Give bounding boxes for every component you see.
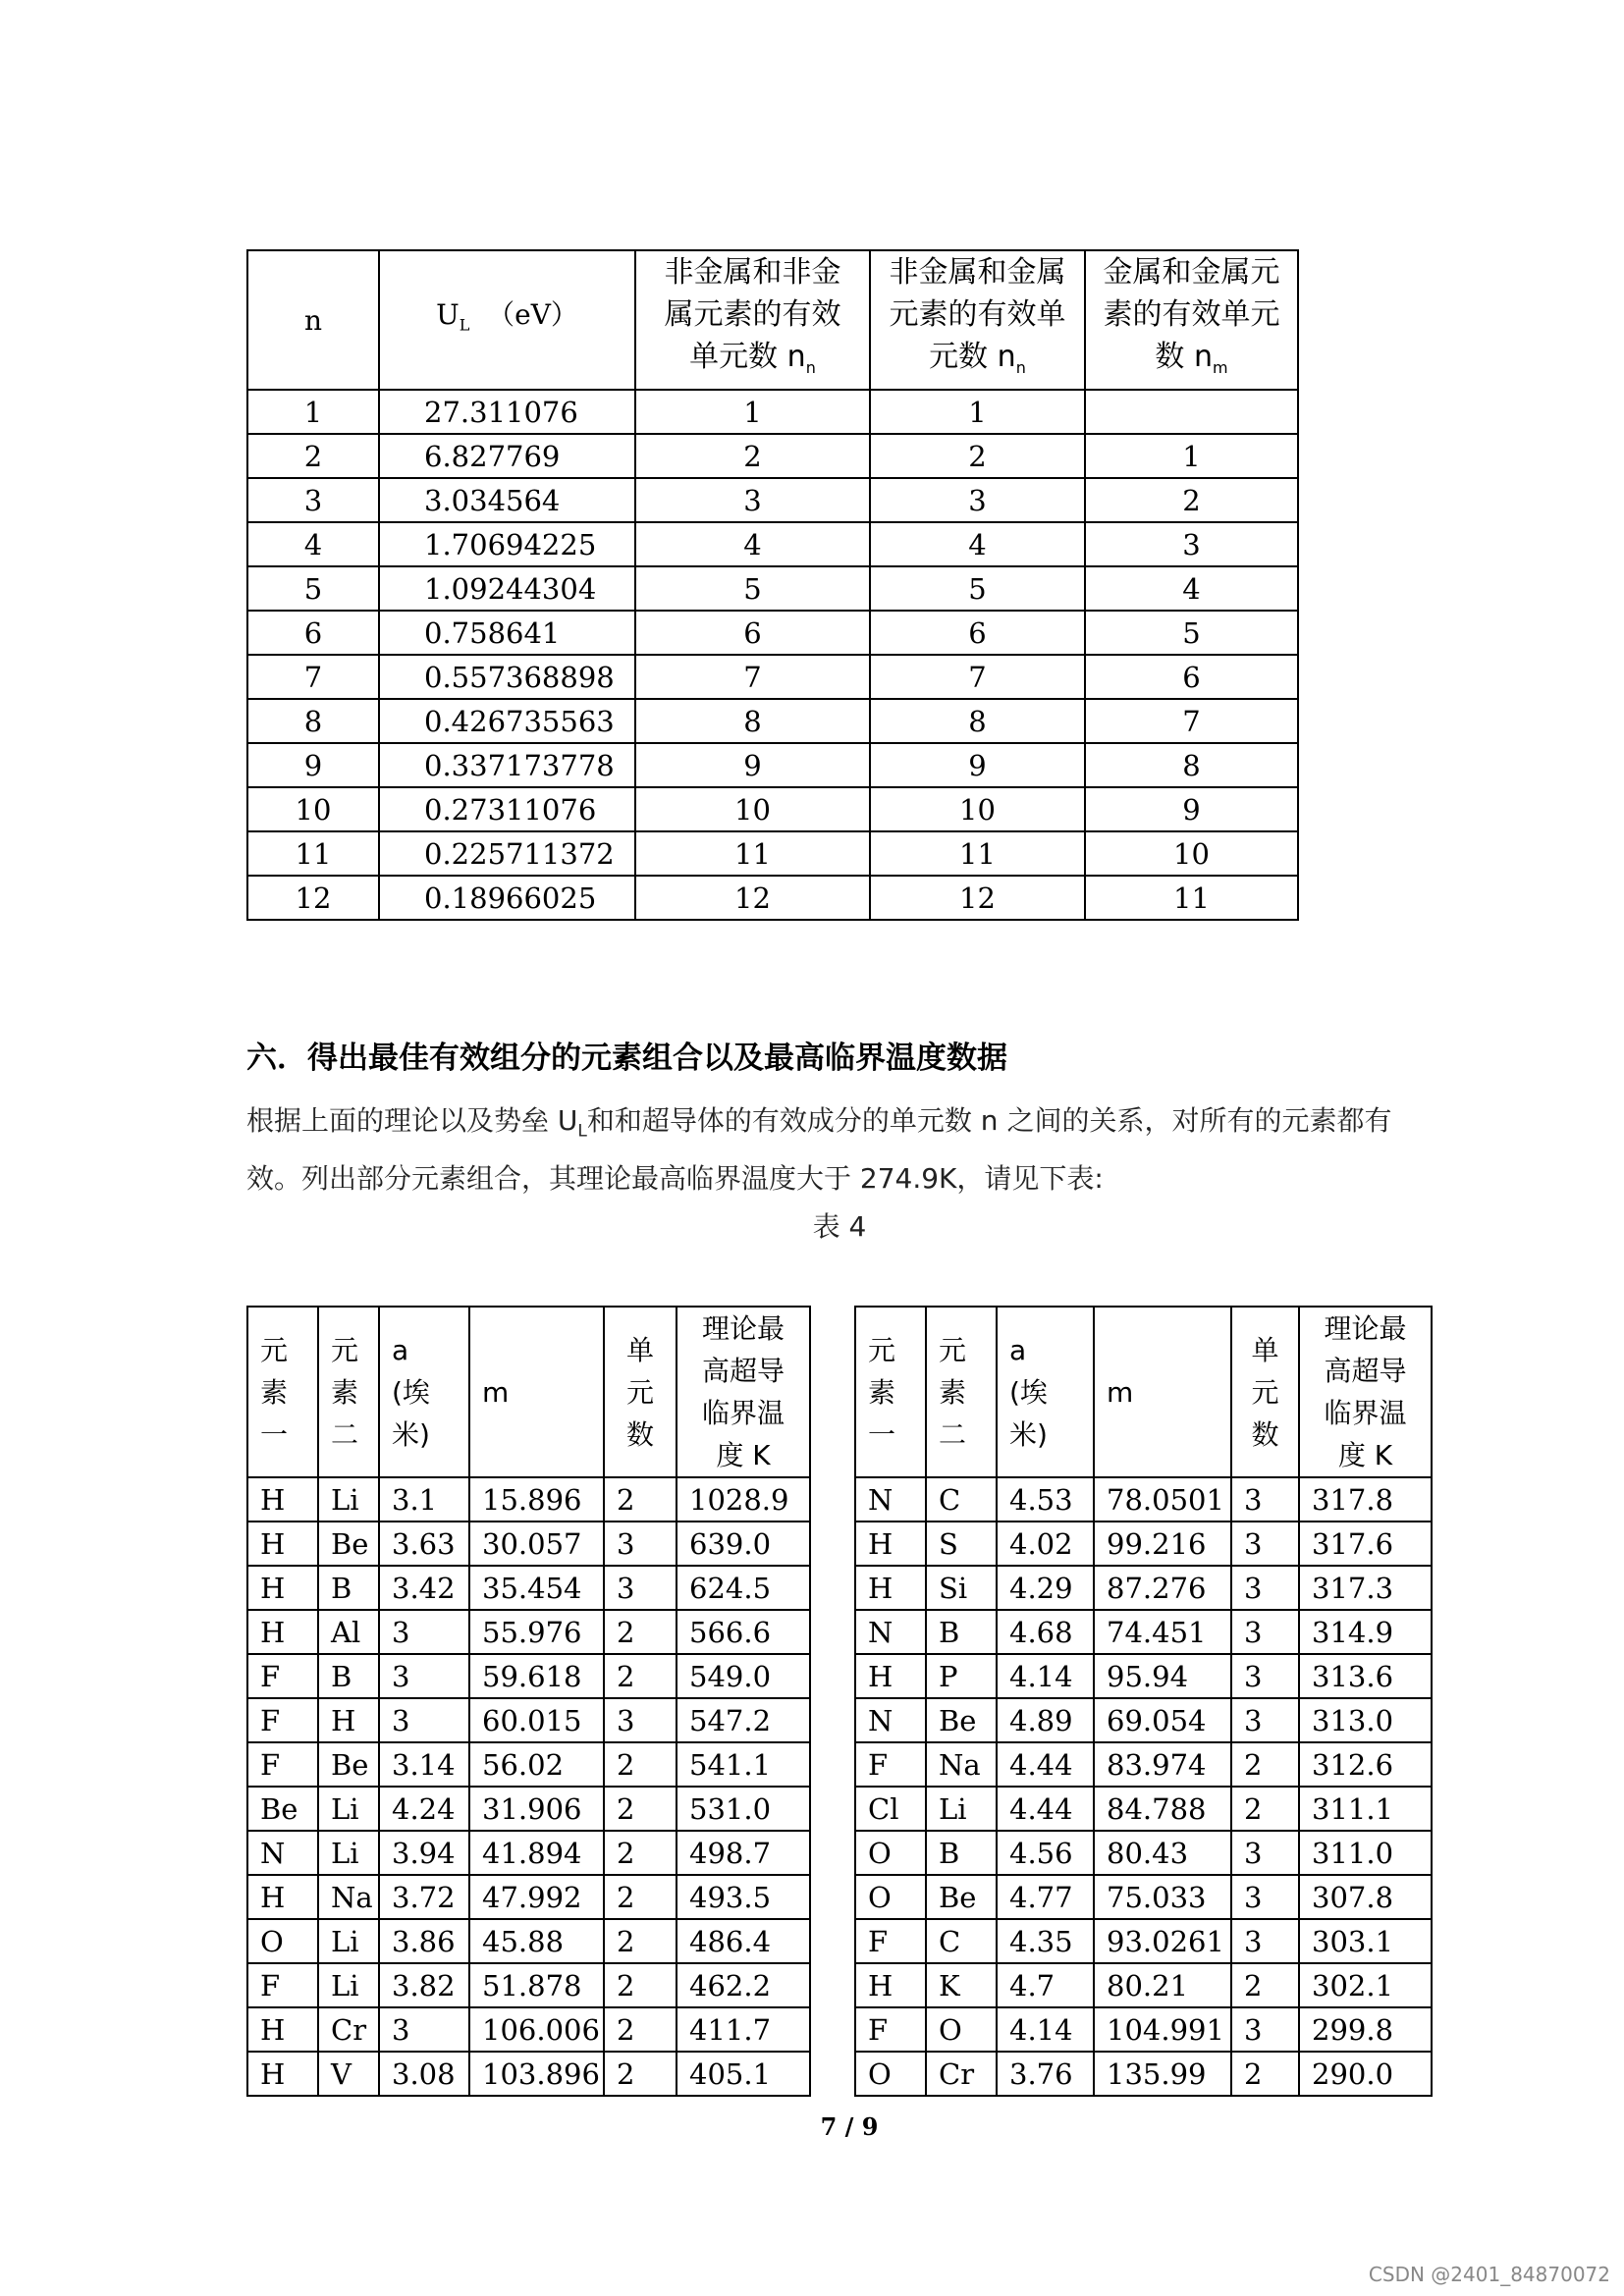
table-1-cell: 0.758641 xyxy=(379,611,635,655)
table-4-right-cell: H xyxy=(855,1566,926,1610)
table-4-right xyxy=(854,1306,1433,2097)
table-4-left-cell: Li xyxy=(318,1831,379,1875)
header-nonmetal-nonmetal: 非金属和非金 属元素的有效 单元数 $n_n$ xyxy=(635,250,870,390)
table-row xyxy=(247,390,1298,434)
table-4-right-cell: O xyxy=(926,2007,997,2052)
table-4-left-cell: 59.618 xyxy=(469,1654,604,1698)
table-row xyxy=(855,1875,1432,1919)
table-4-right-cell: 80.43 xyxy=(1094,1831,1231,1875)
header-metal-metal: 金属和金属元 素的有效单元 数 $n_m$ xyxy=(1085,250,1298,390)
table-4-right-cell: 3 xyxy=(1231,2007,1299,2052)
table-4-left-cell: 55.976 xyxy=(469,1610,604,1654)
header-a: a (埃 米) xyxy=(997,1307,1094,1477)
table-4-right-cell: 4.29 xyxy=(997,1566,1094,1610)
table-4-left-cell: 2 xyxy=(604,2052,677,2096)
table-1-cell: 8 xyxy=(1085,743,1298,787)
table-4-left-cell: 462.2 xyxy=(677,1963,810,2007)
header-element-1: 元 素 一 xyxy=(247,1307,318,1477)
table-1-cell: 9 xyxy=(1085,787,1298,831)
table-4-right-cell: 4.68 xyxy=(997,1610,1094,1654)
table-row xyxy=(855,2052,1432,2096)
table-1-cell: 7 xyxy=(635,655,870,699)
table-4-right-cell: N xyxy=(855,1698,926,1742)
table-1-cell: 8 xyxy=(870,699,1085,743)
table-4-right-cell: 80.21 xyxy=(1094,1963,1231,2007)
table-1-cell: 0.426735563 xyxy=(379,699,635,743)
table-row xyxy=(247,787,1298,831)
table-1-cell: 9 xyxy=(870,743,1085,787)
table-1-cell: 3 xyxy=(247,478,379,522)
table-4-left-cell: 35.454 xyxy=(469,1566,604,1610)
table-row xyxy=(855,1742,1432,1787)
table-1-cell: 10 xyxy=(1085,831,1298,876)
table-4-right-cell: 4.44 xyxy=(997,1787,1094,1831)
table-4-left-cell: B xyxy=(318,1566,379,1610)
table-row xyxy=(247,1522,810,1566)
table-4-right-cell: 312.6 xyxy=(1299,1742,1432,1787)
table-4-left-cell: N xyxy=(247,1831,318,1875)
table-4-left-cell: 45.88 xyxy=(469,1919,604,1963)
table-4-right-cell: 311.1 xyxy=(1299,1787,1432,1831)
table-4-left-cell: Be xyxy=(318,1522,379,1566)
table-4-left xyxy=(246,1306,811,2097)
table-1-cell: 1.70694225 xyxy=(379,522,635,566)
header-units: 单 元 数 xyxy=(1231,1307,1299,1477)
header-nonmetal-metal: 非金属和金属 元素的有效单 元数 $n_n$ xyxy=(870,250,1085,390)
table-4-right-cell: 4.56 xyxy=(997,1831,1094,1875)
table-4-left-cell: Li xyxy=(318,1963,379,2007)
table-row xyxy=(855,1610,1432,1654)
table-4-left-cell: 639.0 xyxy=(677,1522,810,1566)
table-row xyxy=(247,655,1298,699)
table-4-right-cell: P xyxy=(926,1654,997,1698)
table-4-left-cell: H xyxy=(247,1610,318,1654)
table-4-left-cell: 3.1 xyxy=(379,1477,469,1522)
table-4-right-cell: 3 xyxy=(1231,1610,1299,1654)
table-4-left-cell: 3.82 xyxy=(379,1963,469,2007)
table-1-cell: 2 xyxy=(635,434,870,478)
table-row xyxy=(247,611,1298,655)
header-tc: 理论最 高超导 临界温 度 K xyxy=(677,1307,810,1477)
table-row xyxy=(247,522,1298,566)
table-4-left-cell: 3.42 xyxy=(379,1566,469,1610)
table-4-right-cell: 299.8 xyxy=(1299,2007,1432,2052)
table-1-cell: 5 xyxy=(1085,611,1298,655)
table-row xyxy=(247,2007,810,2052)
table-4-left-cell: 405.1 xyxy=(677,2052,810,2096)
table-1-cell: 6 xyxy=(635,611,870,655)
table-1-cell: 1 xyxy=(247,390,379,434)
table-1-cell: 12 xyxy=(635,876,870,920)
table-4-right-cell: 3 xyxy=(1231,1566,1299,1610)
table-1-cell: 0.18966025 xyxy=(379,876,635,920)
header-a: a (埃 米) xyxy=(379,1307,469,1477)
table-row xyxy=(247,1963,810,2007)
table-row xyxy=(855,1919,1432,1963)
table-4-right-cell: 303.1 xyxy=(1299,1919,1432,1963)
table-4-right-cell: Be xyxy=(926,1875,997,1919)
table-4-right-cell: K xyxy=(926,1963,997,2007)
table-4-right-cell: Cl xyxy=(855,1787,926,1831)
section-heading: 六．得出最佳有效组分的元素组合以及最高临界温度数据 xyxy=(246,1041,1007,1076)
table-4-right-cell: 69.054 xyxy=(1094,1698,1231,1742)
header-m: m xyxy=(469,1307,604,1477)
table-4-right-cell: 314.9 xyxy=(1299,1610,1432,1654)
table-4-left-cell: 51.878 xyxy=(469,1963,604,2007)
table-row xyxy=(247,1698,810,1742)
table-1-cell: 12 xyxy=(870,876,1085,920)
table-4-right-cell: 2 xyxy=(1231,1742,1299,1787)
table-1-cell: 11 xyxy=(635,831,870,876)
table-4-right-cell: 290.0 xyxy=(1299,2052,1432,2096)
table-4-left-cell: 30.057 xyxy=(469,1522,604,1566)
table-4-left-cell: Cr xyxy=(318,2007,379,2052)
table-row xyxy=(247,1787,810,1831)
table-1-cell: 2 xyxy=(247,434,379,478)
table-4-left-cell: 3 xyxy=(379,1654,469,1698)
header-element-2: 元 素 二 xyxy=(926,1307,997,1477)
table-4-left-cell: 3 xyxy=(604,1698,677,1742)
table-1-cell: 12 xyxy=(247,876,379,920)
table-1-cell: 4 xyxy=(635,522,870,566)
header-element-1: 元 素 一 xyxy=(855,1307,926,1477)
table-4-left-cell: 2 xyxy=(604,1831,677,1875)
table-4-right-cell: F xyxy=(855,1742,926,1787)
table-4-right-cell: 4.14 xyxy=(997,1654,1094,1698)
table-4-left-cell: 411.7 xyxy=(677,2007,810,2052)
table-1-cell: 6 xyxy=(247,611,379,655)
table-row xyxy=(855,2007,1432,2052)
table-row xyxy=(855,1787,1432,1831)
table-4-left-cell: 3 xyxy=(379,1698,469,1742)
table-4-right-cell: 3 xyxy=(1231,1698,1299,1742)
table-row xyxy=(855,1698,1432,1742)
header-units: 单 元 数 xyxy=(604,1307,677,1477)
table-4-right-cell: 99.216 xyxy=(1094,1522,1231,1566)
table-4-right-cell: 2 xyxy=(1231,2052,1299,2096)
table-4-right-cell: 3 xyxy=(1231,1919,1299,1963)
table-4-left-cell: 3 xyxy=(604,1522,677,1566)
table-4-left-cell: 3.72 xyxy=(379,1875,469,1919)
table-caption: 表 4 xyxy=(812,1210,867,1243)
table-4-left-cell: H xyxy=(247,2007,318,2052)
table-1-cell: 27.311076 xyxy=(379,390,635,434)
table-4-right-cell: 84.788 xyxy=(1094,1787,1231,1831)
table-1-cell: 4 xyxy=(870,522,1085,566)
table-1-cell: 6 xyxy=(1085,655,1298,699)
table-1-cell: 8 xyxy=(247,699,379,743)
section-paragraph: 根据上面的理论以及势垒 $U_L$和和超导体的有效成分的单元数 n 之间的关系，对所有的元素都有效。列出部分元素组合，其理论最高临界温度大于 274.9K，请见下表: xyxy=(246,1104,1392,1195)
table-4-right-cell: 4.44 xyxy=(997,1742,1094,1787)
table-4-right-cell: 74.451 xyxy=(1094,1610,1231,1654)
table-4-right-cell: 4.53 xyxy=(997,1477,1094,1522)
table-4-left-cell: B xyxy=(318,1654,379,1698)
table-4-left-cell: F xyxy=(247,1654,318,1698)
table-4-left-cell: 2 xyxy=(604,1610,677,1654)
table-4-right-cell: 4.14 xyxy=(997,2007,1094,2052)
table-4-left-cell: Li xyxy=(318,1477,379,1522)
table-4-left-cell: H xyxy=(247,1477,318,1522)
table-4-right-cell: 4.89 xyxy=(997,1698,1094,1742)
table-4-right-cell: Cr xyxy=(926,2052,997,2096)
table-4-right-cell: C xyxy=(926,1919,997,1963)
table-4-left-cell: 60.015 xyxy=(469,1698,604,1742)
table-4-left-cell: H xyxy=(247,1875,318,1919)
table-4-left-cell: 4.24 xyxy=(379,1787,469,1831)
table-row xyxy=(247,1566,810,1610)
table-4-right-cell: 317.8 xyxy=(1299,1477,1432,1522)
table-4-left-cell: H xyxy=(247,2052,318,2096)
table-4-right-cell: C xyxy=(926,1477,997,1522)
table-4-left-cell: 624.5 xyxy=(677,1566,810,1610)
table-4-right-cell: F xyxy=(855,2007,926,2052)
table-4-right-cell: 3 xyxy=(1231,1831,1299,1875)
table-4-left-cell: 41.894 xyxy=(469,1831,604,1875)
header-n: n xyxy=(247,250,379,390)
table-4-right-cell: 3 xyxy=(1231,1522,1299,1566)
header-tc: 理论最 高超导 临界温 度 K xyxy=(1299,1307,1432,1477)
table-1-cell: 1.09244304 xyxy=(379,566,635,611)
table-1-cell: 9 xyxy=(247,743,379,787)
table-row xyxy=(247,743,1298,787)
table-4-left-cell: 549.0 xyxy=(677,1654,810,1698)
table-1-cell: 4 xyxy=(247,522,379,566)
table-4-left-cell: 103.896 xyxy=(469,2052,604,2096)
table-4-left-cell: 2 xyxy=(604,1742,677,1787)
table-4-right-cell: N xyxy=(855,1610,926,1654)
table-row xyxy=(247,876,1298,920)
table-row xyxy=(247,1610,810,1654)
table-4-right-cell: 3 xyxy=(1231,1875,1299,1919)
table-row xyxy=(855,1566,1432,1610)
table-4-right-cell: 135.99 xyxy=(1094,2052,1231,2096)
header-ul: $U_L$ （eV） xyxy=(379,250,635,390)
table-4-left-cell: 486.4 xyxy=(677,1919,810,1963)
table-4-left-cell: F xyxy=(247,1742,318,1787)
table-4-left-cell: 547.2 xyxy=(677,1698,810,1742)
table-4-left-cell: 2 xyxy=(604,1875,677,1919)
table-4-right-cell: 313.6 xyxy=(1299,1654,1432,1698)
table-4-right-cell: 95.94 xyxy=(1094,1654,1231,1698)
table-row xyxy=(247,1875,810,1919)
table-4-right-cell: O xyxy=(855,1831,926,1875)
table-1-cell: 1 xyxy=(870,390,1085,434)
table-4-right-cell: 78.0501 xyxy=(1094,1477,1231,1522)
table-1-cell: 1 xyxy=(1085,434,1298,478)
table-1-cell: 11 xyxy=(247,831,379,876)
table-4-right-cell: B xyxy=(926,1610,997,1654)
table-row xyxy=(855,1831,1432,1875)
table-4-right-cell: S xyxy=(926,1522,997,1566)
table-4-right-cell: 302.1 xyxy=(1299,1963,1432,2007)
table-row xyxy=(247,478,1298,522)
table-1-cell: 6 xyxy=(870,611,1085,655)
table-4-left-cell: H xyxy=(247,1566,318,1610)
table-1-cell: 11 xyxy=(870,831,1085,876)
table-4-left-cell: 3 xyxy=(379,2007,469,2052)
page-number: 7 / 9 xyxy=(820,2112,879,2141)
table-4-right-cell: 307.8 xyxy=(1299,1875,1432,1919)
table-4-right-cell: 317.6 xyxy=(1299,1522,1432,1566)
table-4-right-cell: 87.276 xyxy=(1094,1566,1231,1610)
table-1-cell: 1 xyxy=(635,390,870,434)
table-4-right-cell: 4.77 xyxy=(997,1875,1094,1919)
table-4-right-cell: H xyxy=(855,1963,926,2007)
table-4-left-cell: 2 xyxy=(604,1919,677,1963)
table-4-left-cell: 541.1 xyxy=(677,1742,810,1787)
table-row xyxy=(247,434,1298,478)
table-1-cell: 11 xyxy=(1085,876,1298,920)
table-4-right-cell: 4.7 xyxy=(997,1963,1094,2007)
table-4-right-cell: 4.02 xyxy=(997,1522,1094,1566)
table-4-left-cell: 3 xyxy=(604,1566,677,1610)
table-1-cell xyxy=(1085,390,1298,434)
table-1-cell: 7 xyxy=(1085,699,1298,743)
table-1-cell: 3.034564 xyxy=(379,478,635,522)
table-4-left-cell: 2 xyxy=(604,1477,677,1522)
header-m: m xyxy=(1094,1307,1231,1477)
table-4-left-cell: 3 xyxy=(379,1610,469,1654)
table-4-right-cell: O xyxy=(855,2052,926,2096)
table-4-left-cell: F xyxy=(247,1698,318,1742)
table-4-left-cell: 47.992 xyxy=(469,1875,604,1919)
table-row xyxy=(247,1477,810,1522)
table-4-left-cell: 2 xyxy=(604,1787,677,1831)
table-4-left-cell: F xyxy=(247,1963,318,2007)
watermark: CSDN @2401_84870072 xyxy=(1368,2263,1610,2286)
table-row xyxy=(247,1654,810,1698)
table-4-right-cell: 75.033 xyxy=(1094,1875,1231,1919)
table-4-left-cell: 3.63 xyxy=(379,1522,469,1566)
table-4-right-cell: 3 xyxy=(1231,1477,1299,1522)
table-4-left-cell: 3.14 xyxy=(379,1742,469,1787)
table-4-left-cell: Be xyxy=(247,1787,318,1831)
table-4-right-cell: Be xyxy=(926,1698,997,1742)
table-4-right-cell: Li xyxy=(926,1787,997,1831)
table-4-right-cell: Na xyxy=(926,1742,997,1787)
table-1-cell: 5 xyxy=(870,566,1085,611)
table-row xyxy=(247,1742,810,1787)
table-1-cell: 7 xyxy=(247,655,379,699)
table-4-left-cell: H xyxy=(318,1698,379,1742)
table-1-cell: 10 xyxy=(870,787,1085,831)
table-4-left-cell: 56.02 xyxy=(469,1742,604,1787)
table-row xyxy=(855,1477,1432,1522)
table-row xyxy=(855,1522,1432,1566)
table-4-left-cell: 3.86 xyxy=(379,1919,469,1963)
table-1-cell: 3 xyxy=(635,478,870,522)
table-4-right-cell: 3.76 xyxy=(997,2052,1094,2096)
table-row xyxy=(247,699,1298,743)
table-4-right-cell: N xyxy=(855,1477,926,1522)
table-4-right-cell: 3 xyxy=(1231,1654,1299,1698)
table-1-cell: 5 xyxy=(247,566,379,611)
header-element-2: 元 素 二 xyxy=(318,1307,379,1477)
table-1-cell: 0.557368898 xyxy=(379,655,635,699)
table-4-right-cell: 83.974 xyxy=(1094,1742,1231,1787)
table-row xyxy=(855,1654,1432,1698)
table-4-left-cell: 1028.9 xyxy=(677,1477,810,1522)
table-4-right-header-row xyxy=(855,1307,1432,1477)
table-4-left-header-row xyxy=(247,1307,810,1477)
table-4-right-cell: 2 xyxy=(1231,1787,1299,1831)
table-4-left-cell: H xyxy=(247,1522,318,1566)
table-4-left-cell: Al xyxy=(318,1610,379,1654)
table-4-left-cell: 31.906 xyxy=(469,1787,604,1831)
table-4-left-cell: Be xyxy=(318,1742,379,1787)
table-1-cell: 7 xyxy=(870,655,1085,699)
table-row xyxy=(247,566,1298,611)
table-1 xyxy=(246,249,1299,921)
table-4-right-cell: H xyxy=(855,1522,926,1566)
table-4-left-cell: 2 xyxy=(604,1963,677,2007)
table-1-cell: 5 xyxy=(635,566,870,611)
table-4-left-cell: Li xyxy=(318,1919,379,1963)
table-4-left-cell: 15.896 xyxy=(469,1477,604,1522)
table-1-cell: 0.337173778 xyxy=(379,743,635,787)
table-4-right-cell: Si xyxy=(926,1566,997,1610)
table-4-right-cell: 104.991 xyxy=(1094,2007,1231,2052)
table-4-right-cell: 4.35 xyxy=(997,1919,1094,1963)
table-4-right-cell: 317.3 xyxy=(1299,1566,1432,1610)
table-4-left-cell: 3.94 xyxy=(379,1831,469,1875)
table-4-right-cell: 93.0261 xyxy=(1094,1919,1231,1963)
table-row xyxy=(247,831,1298,876)
table-4-left-cell: V xyxy=(318,2052,379,2096)
table-4-left-cell: Na xyxy=(318,1875,379,1919)
table-1-cell: 4 xyxy=(1085,566,1298,611)
table-4-right-cell: 2 xyxy=(1231,1963,1299,2007)
table-4-left-cell: 566.6 xyxy=(677,1610,810,1654)
table-4-left-cell: 2 xyxy=(604,1654,677,1698)
table-1-cell: 3 xyxy=(1085,522,1298,566)
table-4-right-cell: B xyxy=(926,1831,997,1875)
table-1-cell: 6.827769 xyxy=(379,434,635,478)
table-4-left-cell: 3.08 xyxy=(379,2052,469,2096)
table-4-left-cell: 493.5 xyxy=(677,1875,810,1919)
table-1-cell: 3 xyxy=(870,478,1085,522)
table-1-cell: 0.27311076 xyxy=(379,787,635,831)
table-4-left-cell: 106.006 xyxy=(469,2007,604,2052)
table-4-right-cell: H xyxy=(855,1654,926,1698)
table-4-left-cell: 531.0 xyxy=(677,1787,810,1831)
table-1-cell: 9 xyxy=(635,743,870,787)
table-row xyxy=(247,2052,810,2096)
table-1-cell: 0.225711372 xyxy=(379,831,635,876)
table-1-cell: 2 xyxy=(870,434,1085,478)
table-row xyxy=(855,1963,1432,2007)
table-4-right-cell: 313.0 xyxy=(1299,1698,1432,1742)
table-1-header-row xyxy=(247,250,1298,390)
table-4-left-cell: Li xyxy=(318,1787,379,1831)
table-4-right-cell: O xyxy=(855,1875,926,1919)
table-1-cell: 8 xyxy=(635,699,870,743)
table-4-right-cell: 311.0 xyxy=(1299,1831,1432,1875)
table-row xyxy=(247,1919,810,1963)
table-4-right-cell: F xyxy=(855,1919,926,1963)
table-row xyxy=(247,1831,810,1875)
table-4-left-cell: 498.7 xyxy=(677,1831,810,1875)
table-4-left-cell: 2 xyxy=(604,2007,677,2052)
table-1-cell: 10 xyxy=(247,787,379,831)
table-4-left-cell: O xyxy=(247,1919,318,1963)
table-1-cell: 2 xyxy=(1085,478,1298,522)
table-1-cell: 10 xyxy=(635,787,870,831)
